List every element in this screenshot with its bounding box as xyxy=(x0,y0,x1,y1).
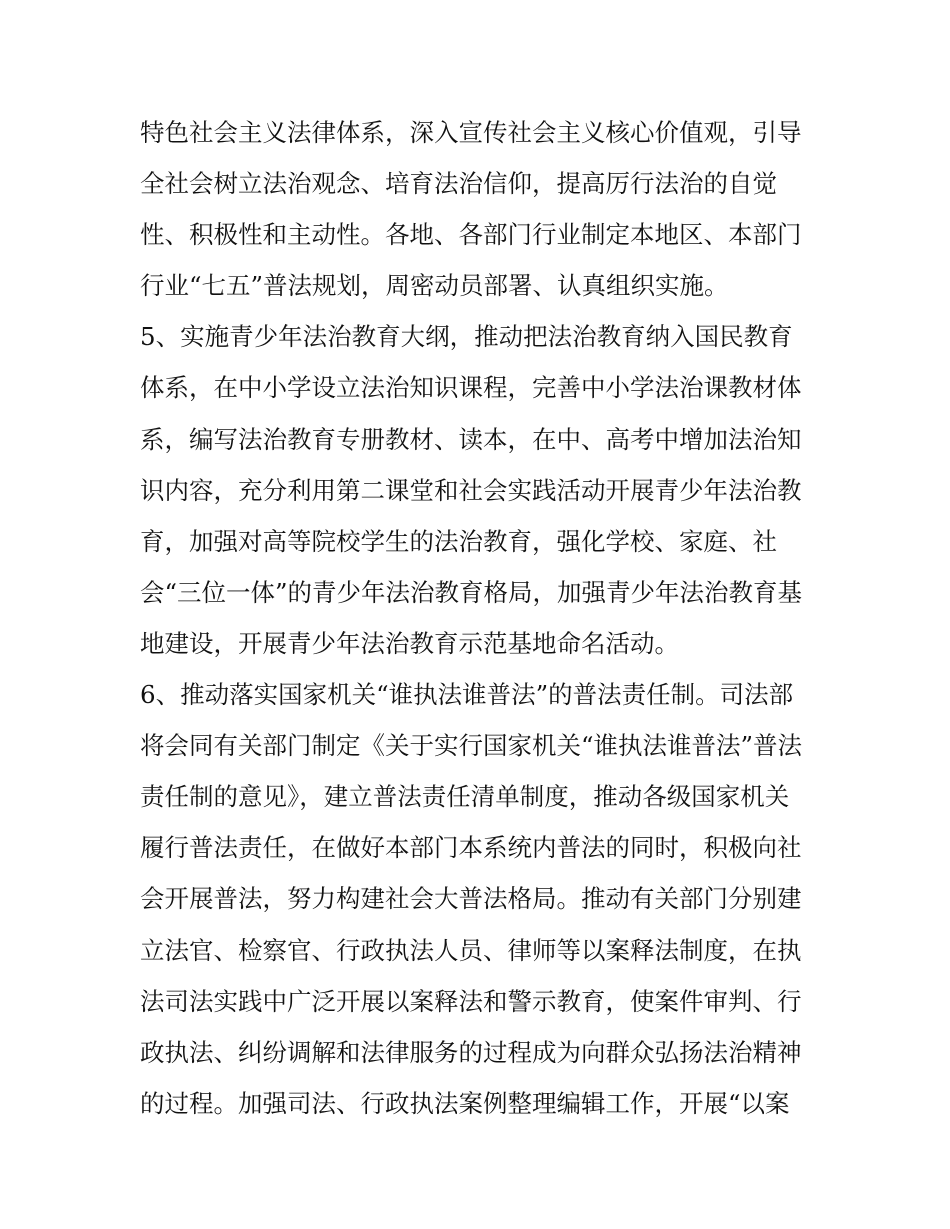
text-line: 系，编写法治教育专册教材、读本，在中、高考中增加法治知 xyxy=(140,424,802,454)
text-line: 履行普法责任，在做好本部门本系统内普法的同时，积极向社 xyxy=(140,833,802,863)
text-line: 将会同有关部门制定《关于实行国家机关“谁执法谁普法”普法 xyxy=(140,731,803,761)
text-line: 行业“七五”普法规划，周密动员部署、认真组织实施。 xyxy=(140,271,729,301)
text-line: 5、实施青少年法治教育大纲，推动把法治教育纳入国民教育 xyxy=(140,322,793,352)
text-line: 特色社会主义法律体系，深入宣传社会主义核心价值观，引导 xyxy=(140,118,802,147)
text-line: 6、推动落实国家机关“谁执法谁普法”的普法责任制。司法部 xyxy=(140,680,794,710)
text-line: 地建设，开展青少年法治教育示范基地命名活动。 xyxy=(140,628,679,658)
text-line: 会开展普法，努力构建社会大普法格局。推动有关部门分别建 xyxy=(140,884,802,914)
text-line: 法司法实践中广泛开展以案释法和警示教育，使案件审判、行 xyxy=(140,986,802,1016)
text-line: 育，加强对高等院校学生的法治教育，强化学校、家庭、社 xyxy=(140,526,777,556)
text-line: 的过程。加强司法、行政执法案例整理编辑工作，开展“以案 xyxy=(140,1088,790,1118)
text-line: 识内容，充分利用第二课堂和社会实践活动开展青少年法治教 xyxy=(140,475,802,505)
text-line: 会“三位一体”的青少年法治教育格局，加强青少年法治教育基 xyxy=(140,577,803,607)
text-line: 体系，在中小学设立法治知识课程，完善中小学法治课教材体 xyxy=(140,373,802,403)
body-text xyxy=(140,107,820,1129)
text-line: 责任制的意见》，建立普法责任清单制度，推动各级国家机关 xyxy=(140,782,790,812)
text-line: 政执法、纠纷调解和法律服务的过程成为向群众弘扬法治精神 xyxy=(140,1037,802,1067)
text-line: 性、积极性和主动性。各地、各部门行业制定本地区、本部门 xyxy=(140,220,802,250)
text-line: 立法官、检察官、行政执法人员、律师等以案释法制度，在执 xyxy=(140,935,802,965)
text-line: 全社会树立法治观念、培育法治信仰，提高厉行法治的自觉 xyxy=(140,169,777,199)
